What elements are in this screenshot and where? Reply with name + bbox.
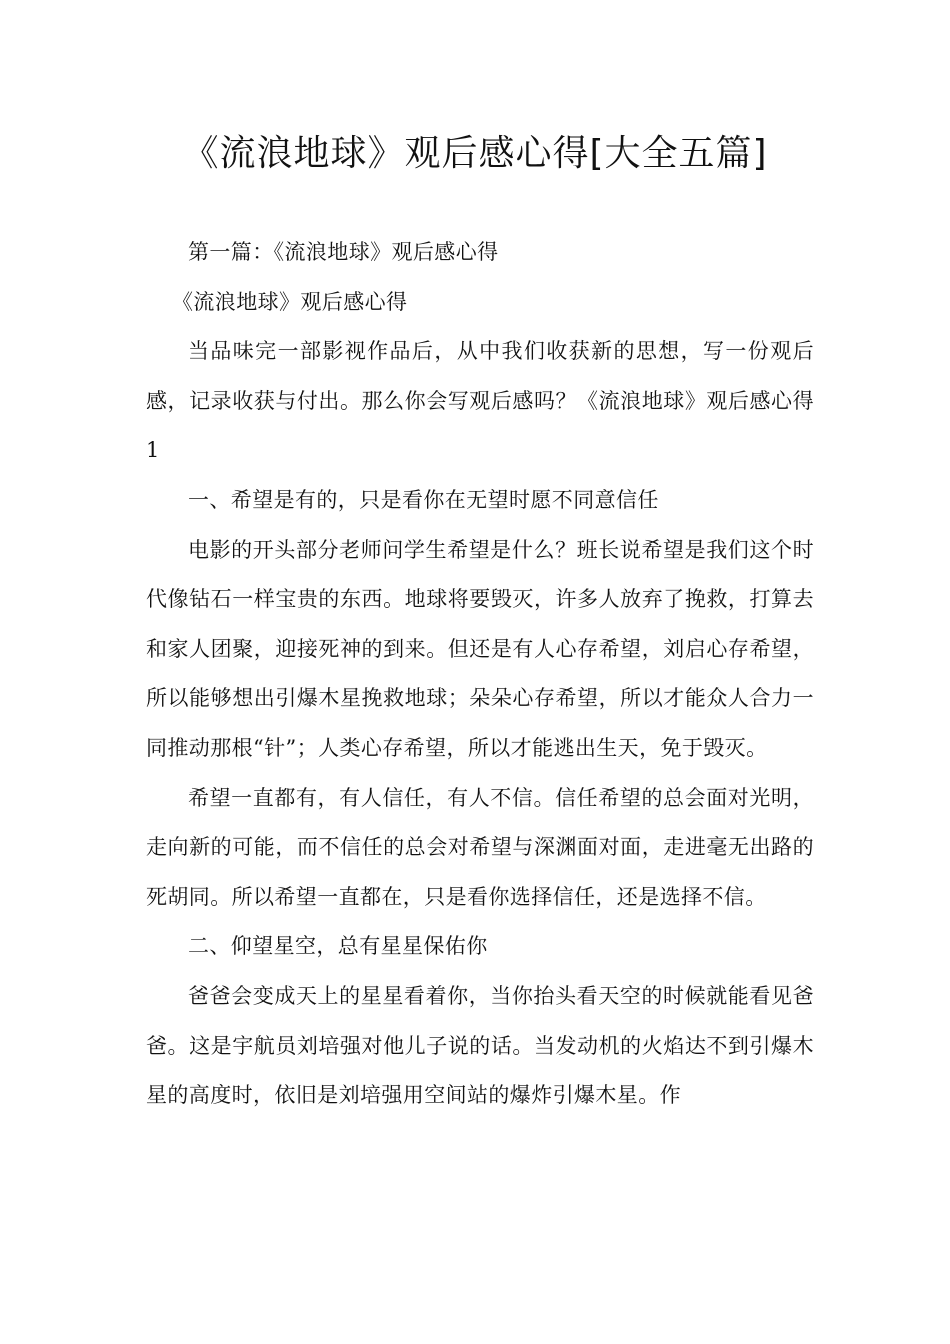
- subtitle: 《流浪地球》观后感心得: [172, 289, 408, 314]
- point-heading-two: 二、仰望星空，总有星星保佑你: [188, 934, 488, 959]
- body-paragraph: 电影的开头部分老师问学生希望是什么？班长说希望是我们这个时代像钻石一样宝贵的东西。地球将要毁灭，许多人放弃了挽救，打算去和家人团聚，迎接死神的到来。但还是有人心存希望，刘启心存希望，所以能够想出引爆木星挽救地球；朵朵心存希望，所以才能众人合力一同推动那根“针”；人类心存希望，所以才能逃出生天，免于毁灭。: [146, 537, 814, 760]
- document-body: [146, 228, 814, 1121]
- body-paragraph: 希望一直都有，有人信任，有人不信。信任希望的总会面对光明，走向新的可能，而不信任的总会对希望与深渊面对面，走进毫无出路的死胡同。所以希望一直都在，只是看你选择信任，还是选择不信。: [146, 785, 814, 909]
- body-paragraph: 爸爸会变成天上的星星看着你，当你抬头看天空的时候就能看见爸爸。这是宇航员刘培强对他儿子说的话。当发动机的火焰达不到引爆木星的高度时，依旧是刘培强用空间站的爆炸引爆木星。作: [146, 983, 814, 1108]
- document-title: 《流浪地球》观后感心得[大全五篇]: [182, 133, 768, 174]
- point-heading-one: 一、希望是有的，只是看你在无望时愿不同意信任: [188, 487, 659, 512]
- intro-paragraph: 当品味完一部影视作品后，从中我们收获新的思想，写一份观后感，记录收获与付出。那么你会写观后感吗？《流浪地球》观后感心得1: [146, 339, 814, 463]
- section-heading-first: 第一篇：《流浪地球》观后感心得: [188, 240, 499, 264]
